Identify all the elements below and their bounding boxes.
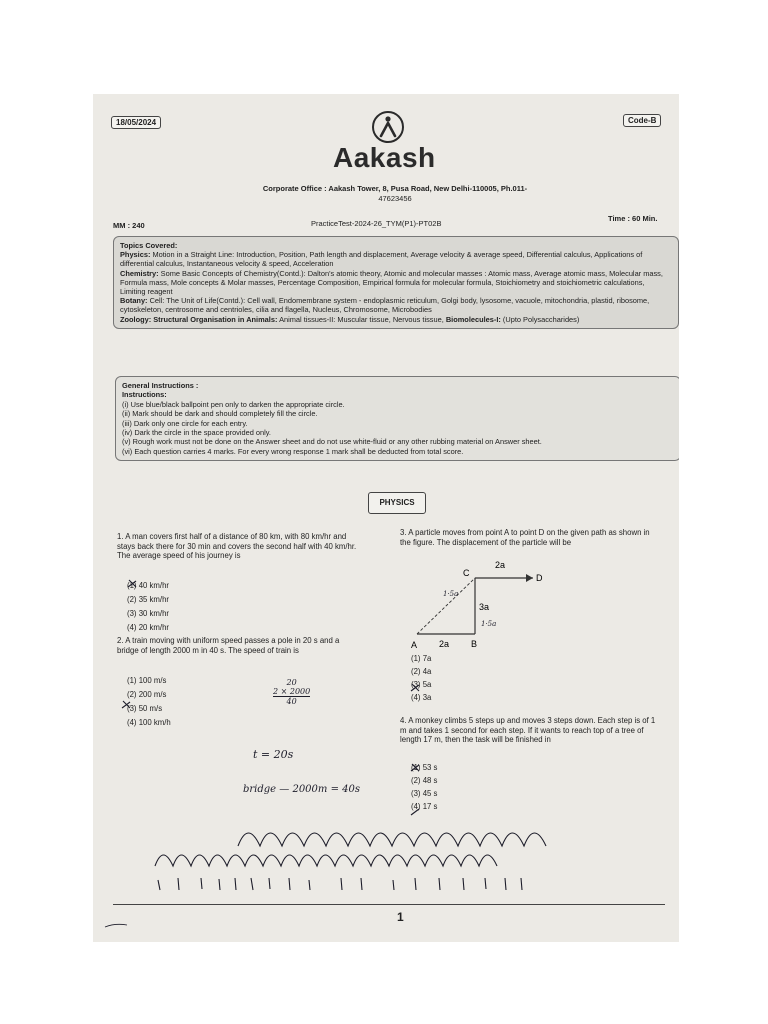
- zoology-label-2: Biomolecules-I:: [445, 314, 501, 324]
- question-2-text: 2. A train moving with uniform speed passes a pole in 20 s and a bridge of length 2000 m in 40 s. The speed of train is: [117, 636, 340, 655]
- section-physics: PHYSICS: [368, 492, 426, 514]
- test-name: PracticeTest-2024-26_TYM(P1)-PT02B: [311, 219, 442, 228]
- figure-label-d: D: [536, 573, 543, 583]
- q1-option-1: (1) 40 km/hr: [127, 581, 170, 590]
- zoology-text-2: (Upto Polysaccharides): [502, 314, 580, 324]
- exam-paper: [93, 94, 679, 942]
- q3-option-1: (1) 7a: [411, 654, 432, 663]
- instruction-item: (ii) Mark should be dark and should completely fill the circle.: [122, 409, 318, 419]
- time-limit: Time : 60 Min.: [608, 214, 658, 223]
- q1-option-2: (2) 35 km/hr: [127, 595, 170, 604]
- answer-marks: [93, 94, 679, 942]
- office-line-2: 47623456: [378, 193, 412, 203]
- botany-text: Cell: The Unit of Life(Contd.): Cell wall, Endomembrane system - endoplasmic reticulum, Golgi body, lysosome, vacuole, mitochondria, plastid, ribosome, cytoskeleton, centrosome and centrioles, cilia and flagella, Nucleus, Chromosome, Microbodies: [120, 296, 650, 315]
- figure-label-c: C: [463, 568, 470, 578]
- hand-time: t = 20s: [253, 748, 294, 761]
- q4-option-2: (2) 48 s: [411, 776, 438, 785]
- chemistry-label: Chemistry:: [120, 268, 159, 278]
- instructions-subtitle: Instructions:: [122, 390, 167, 400]
- figure-length-side: 3a: [479, 602, 490, 612]
- q2-option-3: (3) 50 m/s: [127, 704, 163, 713]
- q2-option-1: (1) 100 m/s: [127, 676, 167, 685]
- office-line-1: Corporate Office : Aakash Tower, 8, Pusa Road, New Delhi-110005, Ph.011-: [262, 184, 528, 193]
- instruction-item: (iv) Dark the circle in the space provided only.: [122, 428, 271, 438]
- instruction-item: (iii) Dark only one circle for each entry.: [122, 418, 248, 428]
- topics-title: Topics Covered:: [120, 241, 178, 250]
- question-4-text: 4. A monkey climbs 5 steps up and moves 3 steps down. Each step is of 1 m and takes 1 second for each step. If it wants to reach top of a tree of length 17 m, then the task will be finished in: [400, 716, 656, 745]
- page-number: 1: [397, 910, 404, 924]
- q3-option-3: (3) 5a: [411, 680, 432, 689]
- physics-label: Physics:: [120, 250, 151, 260]
- q1-option-3: (3) 30 km/hr: [127, 609, 170, 618]
- hand-length-2: 1·5a: [481, 620, 497, 628]
- q2-option-2: (2) 200 m/s: [127, 690, 167, 699]
- question-3-text: 3. A particle moves from point A to point D on the given path as shown in the figure. The displacement of the particle will be: [400, 528, 650, 547]
- instruction-item: (vi) Each question carries 4 marks. For every wrong response 1 mark shall be deducted from total score.: [122, 446, 464, 456]
- figure-length-bottom: 2a: [439, 639, 450, 649]
- max-marks: MM : 240: [113, 221, 145, 230]
- instruction-item: (i) Use blue/black ballpoint pen only to darken the appropriate circle.: [122, 399, 345, 409]
- date: 18/05/2024: [116, 118, 157, 127]
- hand-length-1: 1·5a: [443, 590, 459, 598]
- q4-option-4: (4) 17 s: [411, 802, 438, 811]
- instructions-title: General Instructions :: [122, 381, 199, 390]
- code: Code-B: [628, 116, 657, 125]
- q3-option-2: (2) 4a: [411, 667, 432, 676]
- hand-frac-mid: 2 × 2000: [273, 687, 311, 696]
- figure-label-a: A: [411, 640, 418, 650]
- zoology-text: Animal tissues-II: Muscular tissue, Nervous tissue,: [279, 314, 444, 324]
- chemistry-text: Some Basic Concepts of Chemistry(Contd.): Dalton's atomic theory, Atomic and molecular masses : Atomic mass, Average atomic mass, Molecular mass, Formula mass, Mole concepts & Molar masses, Percentage Composition, Empirical formula for molecular formula, Stoichiometry and stoichiometric calculations, Limiting reagent: [120, 268, 663, 297]
- figure-label-b: B: [471, 639, 478, 649]
- q4-option-1: (1) 53 s: [411, 763, 438, 772]
- brand-name: Aakash: [333, 142, 436, 173]
- hand-frac-bot: 40: [286, 697, 297, 706]
- figure-length-top: 2a: [495, 560, 506, 570]
- botany-label: Botany:: [120, 296, 148, 306]
- q2-option-4: (4) 100 km/h: [127, 718, 171, 727]
- physics-text: Motion in a Straight Line: Introduction, Position, Path length and displacement, Average velocity & average speed, Differential calculus, Applications of differential calculus, Instantaneous velocity & speed, Acceleration: [120, 250, 643, 269]
- instruction-item: (v) Rough work must not be done on the Answer sheet and do not use white-fluid or any other rubbing material on Answer sheet.: [122, 437, 542, 447]
- q1-option-4: (4) 20 km/hr: [127, 623, 170, 632]
- hand-bridge: bridge — 2000m = 40s: [243, 784, 360, 795]
- q4-option-3: (3) 45 s: [411, 789, 438, 798]
- zoology-label: Zoology: Structural Organisation in Animals:: [120, 314, 278, 324]
- footer-divider: [113, 904, 665, 905]
- q3-option-4: (4) 3a: [411, 693, 432, 702]
- hand-frac-top: 20: [286, 678, 297, 687]
- question-1-text: 1. A man covers first half of a distance of 80 km, with 80 km/hr and stays back there for 30 min and covers the second half with 40 km/hr. The average speed of his journey is: [117, 532, 357, 561]
